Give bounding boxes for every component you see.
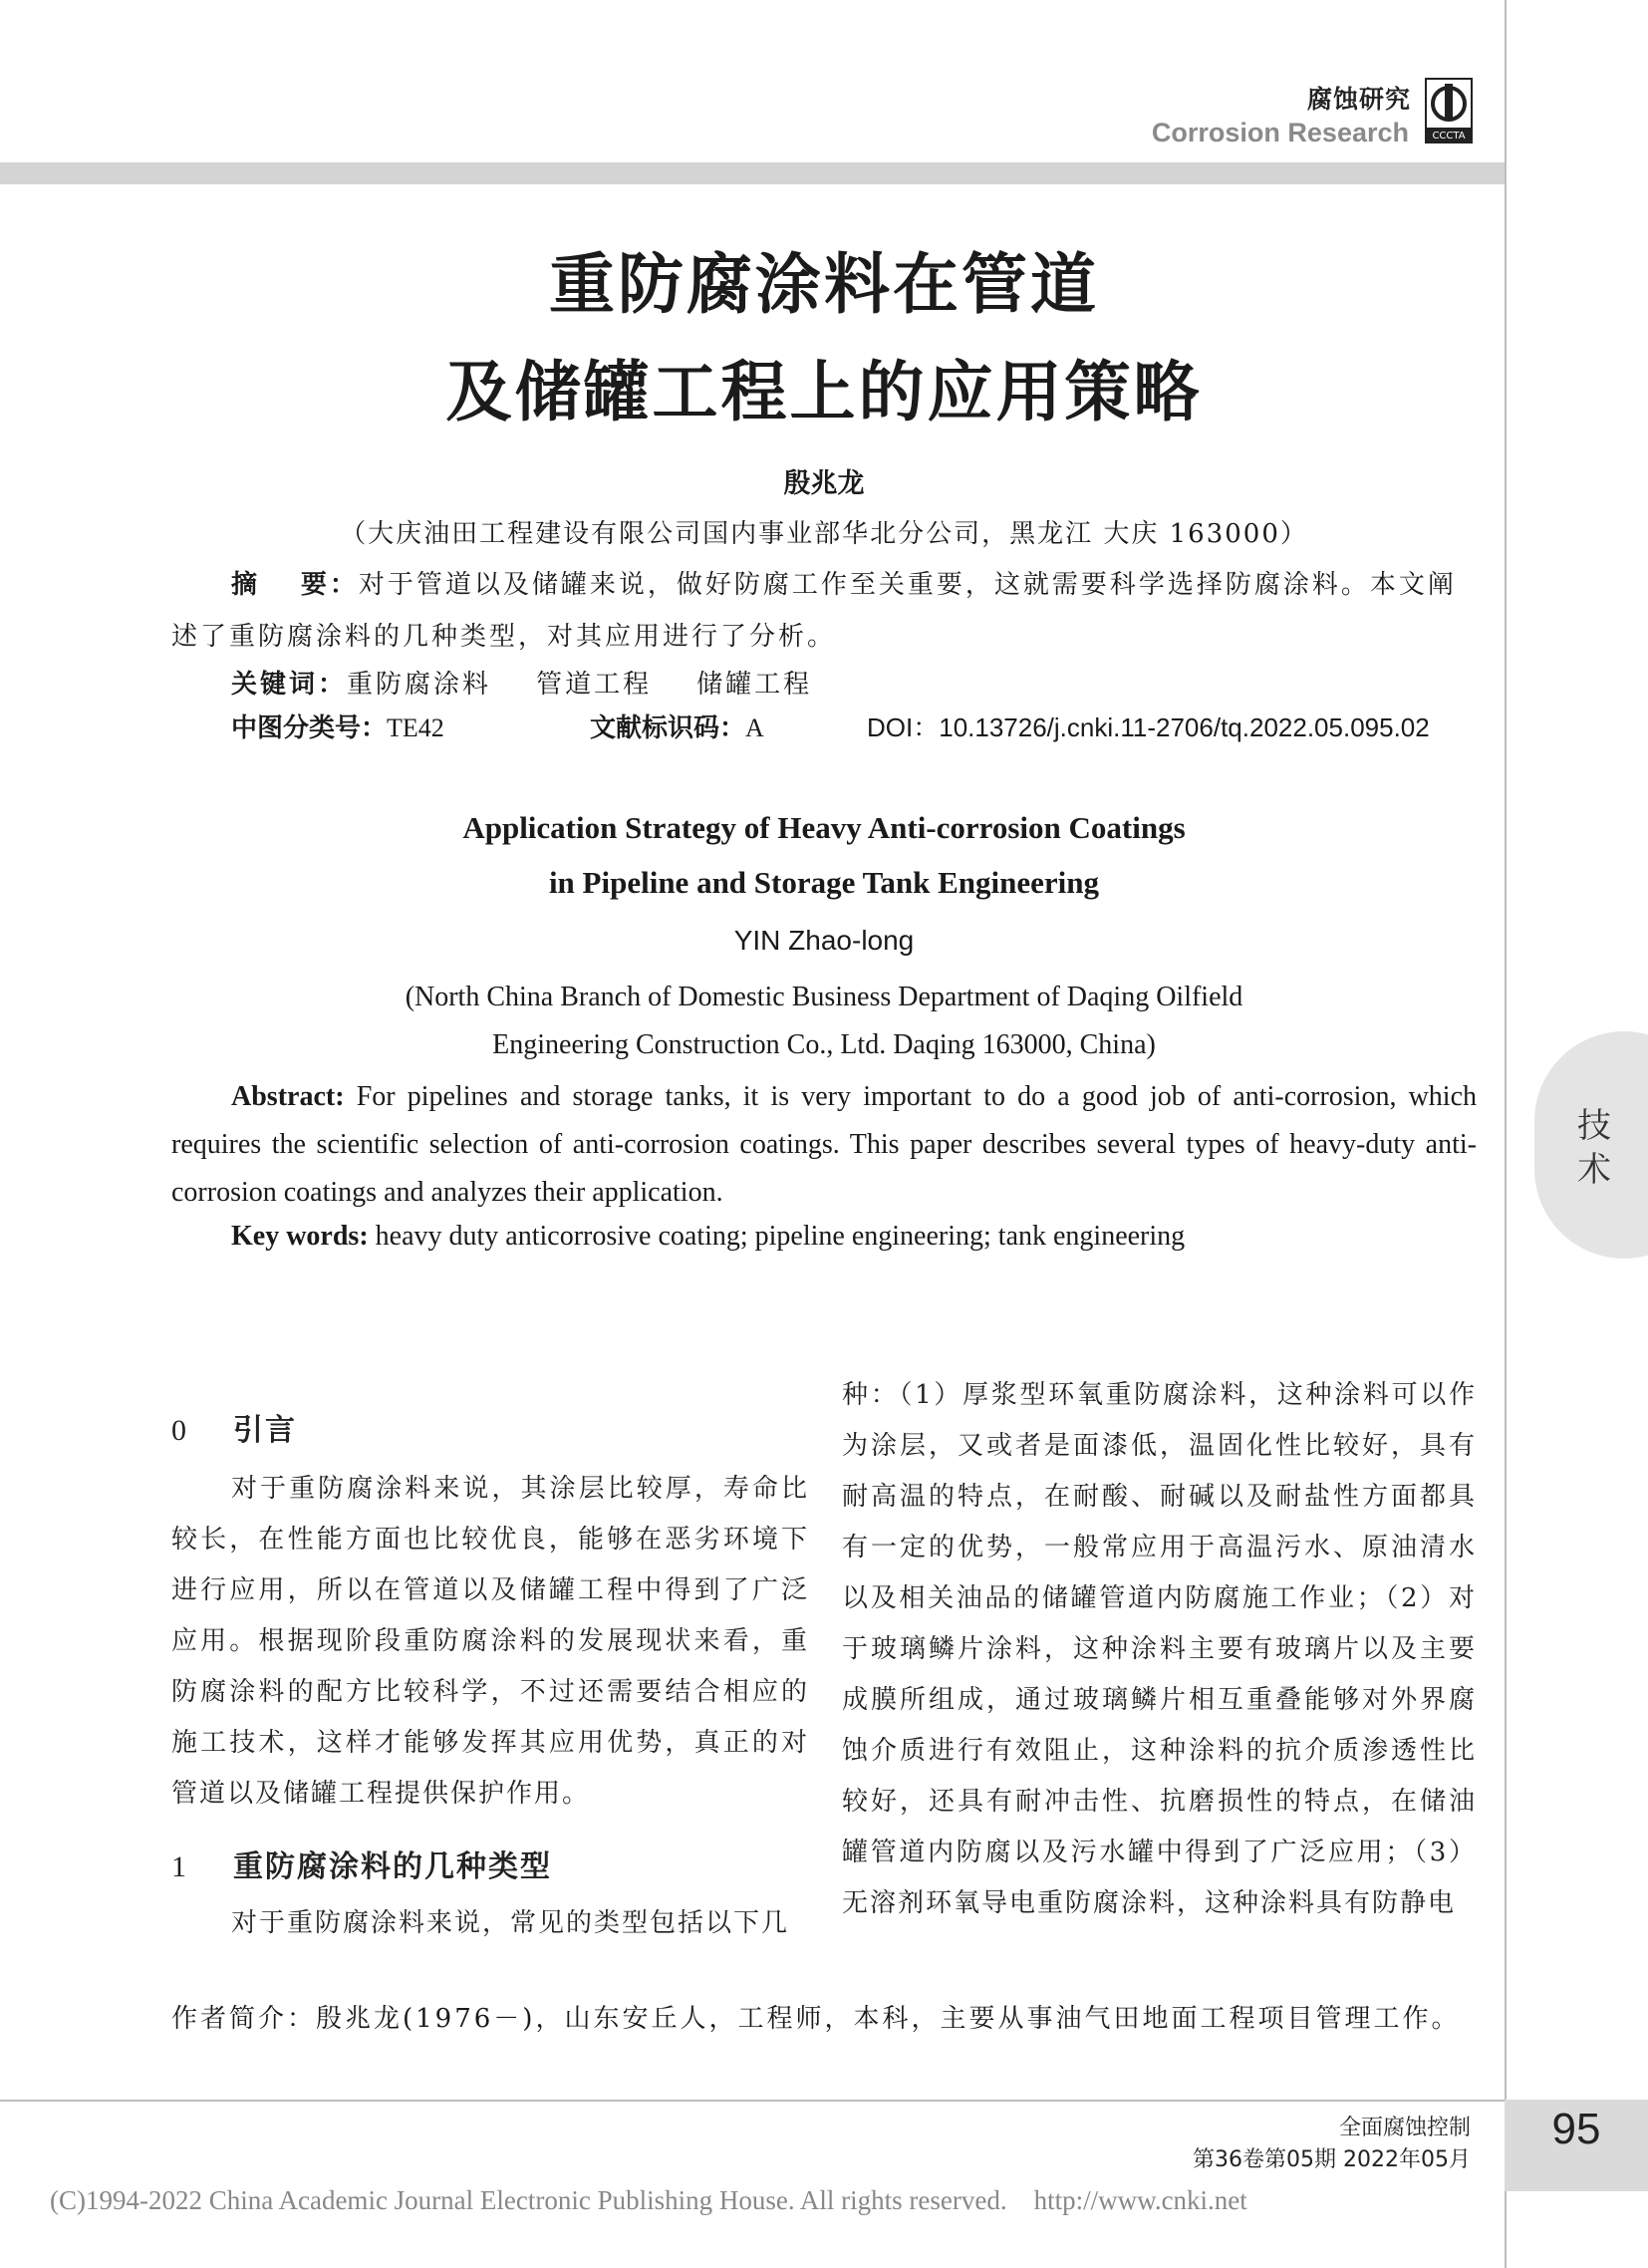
keywords-cn bbox=[231, 658, 1536, 710]
english-keywords-label: Key words: bbox=[231, 1221, 369, 1252]
english-keywords bbox=[231, 1221, 1477, 1253]
doi-label: DOI： bbox=[867, 712, 940, 742]
doc-code-label: 文献标识码： bbox=[590, 712, 746, 742]
copyright-notice: (C)1994-2022 China Academic Journal Electronic Publishing House. All rights reserved. http://www.cnki.net bbox=[50, 2185, 1247, 2215]
section-0-heading bbox=[171, 1405, 809, 1456]
english-abstract-text: For pipelines and storage tanks, it is very important to do a good job of anti-corrosion, which requires the scientific selection of anti-corrosion coatings. This paper describes several types of heavy-duty anti-corrosion coatings and analyzes their application. bbox=[171, 1081, 1478, 1208]
english-affiliation-line-1: (North China Branch of Domestic Business Department of Daqing Oilfield bbox=[405, 982, 1243, 1012]
right-column bbox=[842, 1370, 1477, 1929]
clc-label: 中图分类号： bbox=[231, 712, 388, 742]
english-abstract bbox=[171, 1073, 1477, 1217]
section-0-number: 0 bbox=[171, 1414, 188, 1447]
clc-field bbox=[231, 708, 444, 744]
section-1-paragraph-start: 对于重防腐涂料来说，常见的类型包括以下几 bbox=[231, 1908, 790, 1938]
author-footnote: 作者简介：殷兆龙(1976－)，山东安丘人，工程师，本科，主要从事油气田地面工程项目管理工作。 bbox=[171, 2004, 1461, 2034]
journal-logo-icon bbox=[1425, 78, 1473, 143]
section-label-en: Corrosion Research bbox=[1151, 118, 1409, 147]
keywords-cn-text: 重防腐涂料 管道工程 储罐工程 bbox=[347, 670, 813, 700]
page-number: 95 bbox=[1551, 2105, 1601, 2153]
english-keywords-text: heavy duty anticorrosive coating; pipeline engineering; tank engineering bbox=[375, 1221, 1186, 1252]
section-1-title: 重防腐涂料的几种类型 bbox=[233, 1850, 552, 1883]
abstract-cn-text: 对于管道以及储罐来说，做好防腐工作至关重要，这就需要科学选择防腐涂料。本文阐述了重防腐涂料的几种类型，对其应用进行了分析。 bbox=[171, 570, 1457, 652]
abstract-cn bbox=[171, 558, 1477, 663]
english-title-line-2: in Pipeline and Storage Tank Engineering bbox=[548, 865, 1100, 900]
header-band bbox=[0, 162, 1505, 184]
clc-value: TE42 bbox=[387, 713, 444, 742]
title-line-1: 重防腐涂料在管道 bbox=[549, 246, 1099, 323]
doi-value: 10.13726/j.cnki.11-2706/tq.2022.05.095.02 bbox=[939, 712, 1430, 742]
doc-code-value: A bbox=[745, 713, 764, 742]
section-0-title: 引言 bbox=[233, 1414, 297, 1447]
left-column bbox=[171, 1405, 809, 1949]
english-affiliation-line-2: Engineering Construction Co., Ltd. Daqing 163000, China) bbox=[492, 1029, 1156, 1060]
journal-issue: 第36卷第05期 2022年05月 bbox=[1193, 2147, 1471, 2172]
author-cn: 殷兆龙 bbox=[783, 468, 865, 499]
title-line-2: 及储罐工程上的应用策略 bbox=[445, 354, 1203, 430]
logo-text: CCCTA bbox=[1432, 131, 1466, 142]
english-title-line-1: Application Strategy of Heavy Anti-corrosion Coatings bbox=[462, 810, 1186, 845]
english-author: YIN Zhao-long bbox=[733, 925, 915, 956]
journal-name: 全面腐蚀控制 bbox=[1338, 2116, 1471, 2140]
doc-code-field bbox=[590, 708, 764, 744]
section-1-heading bbox=[171, 1842, 809, 1892]
section-1-number: 1 bbox=[171, 1850, 188, 1883]
footer-rule bbox=[0, 2100, 1505, 2102]
doi-field bbox=[867, 708, 1430, 744]
english-abstract-label: Abstract: bbox=[231, 1081, 345, 1112]
section-label-cn: 腐蚀研究 bbox=[1306, 85, 1411, 114]
section-0-paragraph: 对于重防腐涂料来说，其涂层比较厚，寿命比较长，在性能方面也比较优良，能够在恶劣环境下进行应用，所以在管道以及储罐工程中得到了广泛应用。根据现阶段重防腐涂料的发展现状来看，重防腐涂料的配方比较科学，不过还需要结合相应的施工技术，这样才能够发挥其应用优势，真正的对管道以及储罐工程提供保护作用。 bbox=[171, 1474, 809, 1809]
abstract-cn-label: 摘 要： bbox=[231, 569, 359, 599]
side-tab-label: 技术 bbox=[1577, 1106, 1611, 1190]
affiliation-cn: （大庆油田工程建设有限公司国内事业部华北分公司，黑龙江 大庆 163000） bbox=[340, 519, 1308, 549]
keywords-cn-label: 关键词： bbox=[231, 669, 348, 699]
right-column-paragraph: 种：（1）厚浆型环氧重防腐涂料，这种涂料可以作为涂层，又或者是面漆低，温固化性比较好，具有耐高温的特点，在耐酸、耐碱以及耐盐性方面都具有一定的优势，一般常应用于高温污水、原油清水以及相关油品的储罐管道内防腐施工作业；（2）对于玻璃鳞片涂料，这种涂料主要有玻璃片以及主要成膜所组成，通过玻璃鳞片相互重叠能够对外界腐蚀介质进行有效阻止，这种涂料的抗介质渗透性比较好，还具有耐冲击性、抗磨损性的特点，在储油罐管道内防腐以及污水罐中得到了广泛应用；（3）无溶剂环氧导电重防腐涂料，这种涂料具有防静电 bbox=[842, 1380, 1477, 1918]
